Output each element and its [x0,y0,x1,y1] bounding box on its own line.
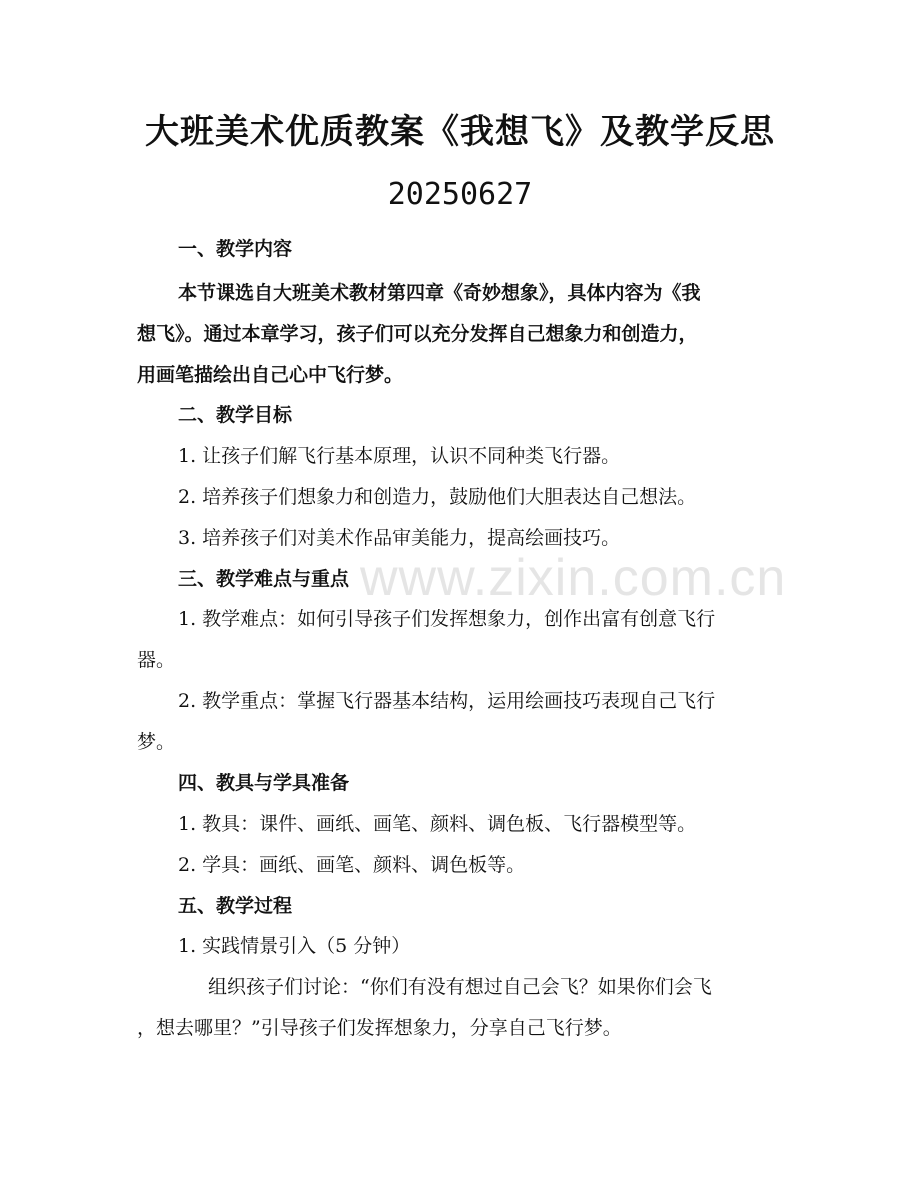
section-heading-materials: 四、教具与学具准备 [178,772,350,794]
list-item: 1. 教具：课件、画纸、画笔、颜料、调色板、飞行器模型等。 [178,813,697,835]
paragraph-line: 本节课选自大班美术教材第四章《奇妙想象》，具体内容为《我 [178,282,701,304]
section-heading-process: 五、教学过程 [178,895,293,917]
section-heading-difficulties: 三、教学难点与重点 [178,568,350,590]
paragraph-line: 组织孩子们讨论：“你们有没有想过自己会飞？如果你们会飞 [208,976,712,998]
list-item: 1. 实践情景引入（5 分钟） [178,935,411,957]
list-item: 1. 让孩子们解飞行基本原理，认识不同种类飞行器。 [178,445,621,467]
watermark-text: www.zixin.com.cn [360,549,787,607]
paragraph-line: 想飞》。通过本章学习，孩子们可以充分发挥自己想象力和创造力， [137,323,698,345]
list-item-continuation: 梦。 [137,731,176,753]
list-item: 3. 培养孩子们对美术作品审美能力，提高绘画技巧。 [178,527,621,549]
list-item: 1. 教学难点：如何引导孩子们发挥想象力，创作出富有创意飞行 [178,608,716,630]
document-date: 20250627 [387,177,533,212]
list-item-continuation: 器。 [137,649,176,671]
list-item: 2. 学具：画纸、画笔、颜料、调色板等。 [178,854,526,876]
list-item: 2. 教学重点：掌握飞行器基本结构，运用绘画技巧表现自己飞行 [178,690,716,712]
document-title: 大班美术优质教案《我想飞》及教学反思 [145,112,775,152]
list-item: 2. 培养孩子们想象力和创造力，鼓励他们大胆表达自己想法。 [178,486,697,508]
section-heading-content: 一、教学内容 [178,238,293,260]
paragraph-line: 用画笔描绘出自己心中飞行梦。 [137,364,404,386]
paragraph-line: ，想去哪里？”引导孩子们发挥想象力，分享自己飞行梦。 [137,1017,622,1039]
section-heading-goals: 二、教学目标 [178,404,293,426]
